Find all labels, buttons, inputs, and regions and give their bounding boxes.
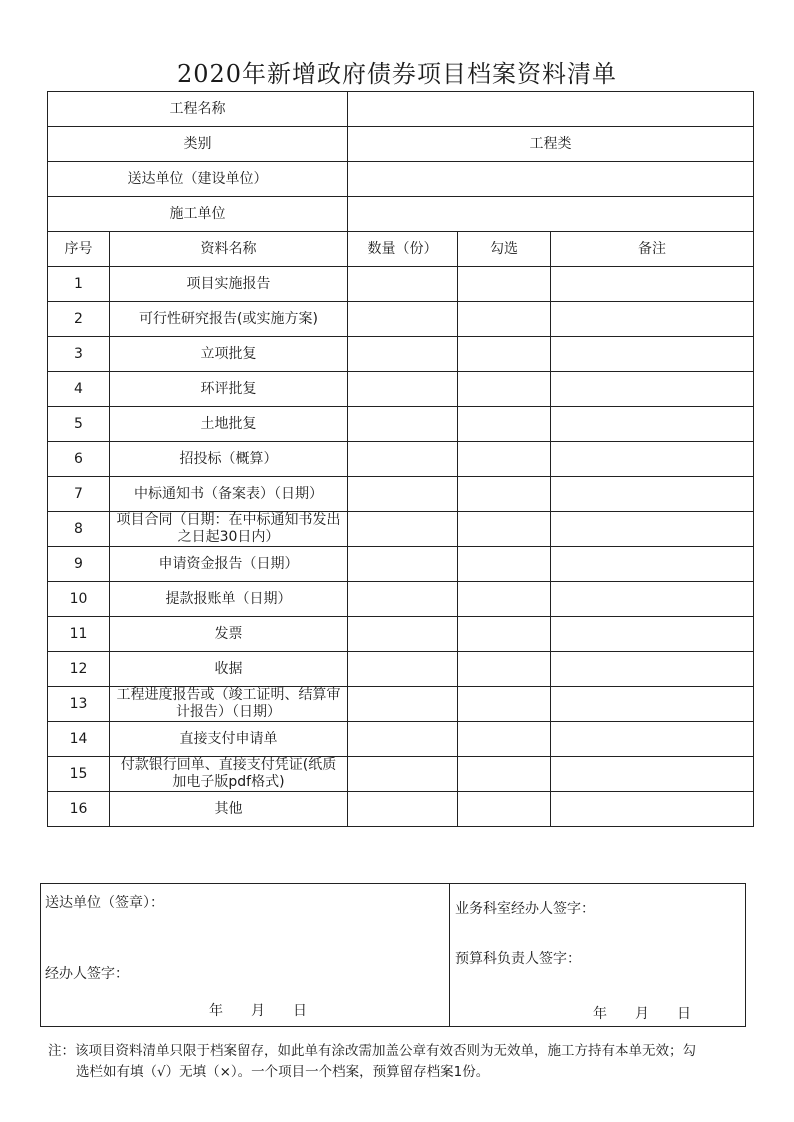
remarks-cell[interactable] [551,687,754,722]
row-number: 8 [48,512,110,547]
budget-head-sign-label: 预算科负责人签字： [455,951,581,967]
quantity-cell[interactable] [348,547,458,582]
remarks-cell[interactable] [551,757,754,792]
remarks-cell[interactable] [551,617,754,652]
check-cell[interactable] [458,687,551,722]
row-number: 3 [48,337,110,372]
quantity-cell[interactable] [348,477,458,512]
quantity-cell[interactable] [348,267,458,302]
document-name: 直接支付申请单 [110,722,348,757]
row-number: 12 [48,652,110,687]
check-cell[interactable] [458,547,551,582]
remarks-cell[interactable] [551,722,754,757]
quantity-cell[interactable] [348,442,458,477]
table-row [48,582,754,617]
row-number: 14 [48,722,110,757]
row-number: 16 [48,792,110,827]
column-header-remarks: 备注 [551,232,754,267]
document-name: 招投标（概算） [110,442,348,477]
table-row [48,547,754,582]
row-number: 10 [48,582,110,617]
document-name: 可行性研究报告(或实施方案) [110,302,348,337]
project-name-row [48,92,754,127]
quantity-cell[interactable] [348,407,458,442]
quantity-cell[interactable] [348,582,458,617]
row-number: 7 [48,477,110,512]
check-cell[interactable] [458,372,551,407]
table-row [48,512,754,547]
quantity-cell[interactable] [348,337,458,372]
table-row [48,687,754,722]
remarks-cell[interactable] [551,407,754,442]
quantity-cell[interactable] [348,512,458,547]
document-name: 收据 [110,652,348,687]
remarks-cell[interactable] [551,512,754,547]
row-number: 6 [48,442,110,477]
contractor-row [48,197,754,232]
footnote-line-1: 注：该项目资料清单只限于档案留存，如此单有涂改需加盖公章有效否则为无效单，施工方持有本单无效；勾 [48,1043,696,1059]
category-row [48,127,754,162]
column-header-name: 资料名称 [110,232,348,267]
remarks-cell[interactable] [551,477,754,512]
footnote [48,1041,758,1083]
handler-sign-label: 经办人签字： [45,966,129,982]
remarks-cell[interactable] [551,337,754,372]
table-row [48,302,754,337]
check-cell[interactable] [458,407,551,442]
document-name: 付款银行回单、直接支付凭证(纸质加电子版pdf格式) [110,757,348,792]
remarks-cell[interactable] [551,792,754,827]
check-cell[interactable] [458,267,551,302]
quantity-cell[interactable] [348,617,458,652]
row-number: 15 [48,757,110,792]
document-name: 提款报账单（日期） [110,582,348,617]
document-name: 项目实施报告 [110,267,348,302]
footnote-line-2: 选栏如有填（√）无填（×）。一个项目一个档案，预算留存档案1份。 [76,1064,490,1080]
remarks-cell[interactable] [551,372,754,407]
quantity-cell[interactable] [348,722,458,757]
quantity-cell[interactable] [348,792,458,827]
quantity-cell[interactable] [348,687,458,722]
remarks-cell[interactable] [551,302,754,337]
remarks-cell[interactable] [551,652,754,687]
row-number: 1 [48,267,110,302]
check-cell[interactable] [458,302,551,337]
table-row [48,722,754,757]
document-name: 立项批复 [110,337,348,372]
document-name: 中标通知书（备案表）（日期） [110,477,348,512]
remarks-cell[interactable] [551,582,754,617]
document-title: 2020年新增政府债券项目档案资料清单 [176,60,618,88]
sender-seal-label: 送达单位（签章）： [45,895,164,911]
check-cell[interactable] [458,722,551,757]
sender-row [48,162,754,197]
remarks-cell[interactable] [551,442,754,477]
quantity-cell[interactable] [348,652,458,687]
contractor-field[interactable] [348,197,754,232]
column-header-row [48,232,754,267]
document-name: 项目合同（日期：在中标通知书发出之日起30日内） [110,512,348,547]
quantity-cell[interactable] [348,757,458,792]
column-header-no: 序号 [48,232,110,267]
row-number: 4 [48,372,110,407]
remarks-cell[interactable] [551,547,754,582]
check-cell[interactable] [458,582,551,617]
check-cell[interactable] [458,477,551,512]
remarks-cell[interactable] [551,267,754,302]
table-row [48,267,754,302]
check-cell[interactable] [458,652,551,687]
row-number: 5 [48,407,110,442]
check-cell[interactable] [458,757,551,792]
table-row [48,337,754,372]
quantity-cell[interactable] [348,372,458,407]
table-row [48,757,754,792]
contractor-label: 施工单位 [48,197,348,232]
table-row [48,372,754,407]
document-name: 其他 [110,792,348,827]
table-row [48,477,754,512]
table-row [48,442,754,477]
project-name-field[interactable] [348,92,754,127]
category-value: 工程类 [348,127,754,162]
quantity-cell[interactable] [348,302,458,337]
row-number: 11 [48,617,110,652]
check-cell[interactable] [458,337,551,372]
check-cell[interactable] [458,792,551,827]
table-row [48,792,754,827]
row-number: 13 [48,687,110,722]
column-header-quantity: 数量（份） [348,232,458,267]
row-number: 9 [48,547,110,582]
table-row [48,652,754,687]
document-name: 发票 [110,617,348,652]
row-number: 2 [48,302,110,337]
project-name-label: 工程名称 [48,92,348,127]
sender-field[interactable] [348,162,754,197]
table-row [48,407,754,442]
check-cell[interactable] [458,617,551,652]
signature-section [40,883,746,1027]
document-name: 土地批复 [110,407,348,442]
category-label: 类别 [48,127,348,162]
document-name: 工程进度报告或（竣工证明、结算审计报告）（日期） [110,687,348,722]
date-right: 年 月 日 [593,1006,691,1022]
column-header-check: 勾选 [458,232,551,267]
dept-handler-sign-label: 业务科室经办人签字： [455,901,595,917]
date-left: 年 月 日 [209,1003,307,1019]
check-cell[interactable] [458,512,551,547]
table-row [48,617,754,652]
archive-checklist-table [47,91,754,827]
signature-divider [449,884,450,1026]
check-cell[interactable] [458,442,551,477]
document-name: 申请资金报告（日期） [110,547,348,582]
document-name: 环评批复 [110,372,348,407]
sender-label: 送达单位（建设单位） [48,162,348,197]
